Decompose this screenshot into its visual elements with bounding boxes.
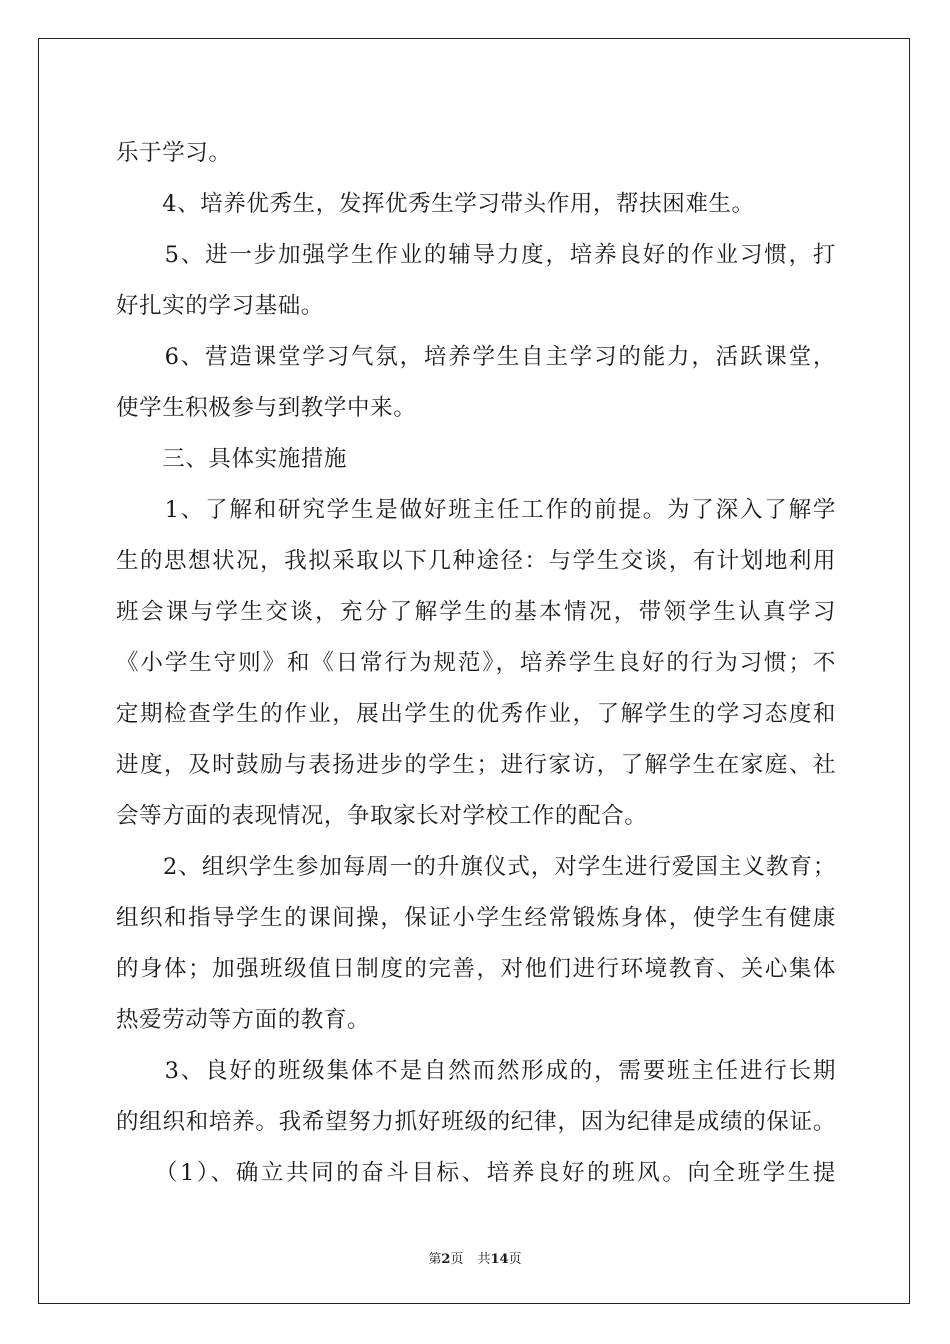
footer-total-number: 14: [490, 1252, 509, 1267]
text-line: 的身体；加强班级值日制度的完善，对他们进行环境教育、关心集体: [116, 956, 836, 982]
text-line: 的组织和培养。我希望努力抓好班级的纪律，因为纪律是成绩的保证。: [116, 1109, 836, 1135]
text-line: 《小学生守则》和《日常行为规范》，培养学生良好的行为习惯；不: [116, 650, 836, 676]
text-line: 会等方面的表现情况，争取家长对学校工作的配合。: [116, 803, 648, 829]
text-line: （1）、确立共同的奋斗目标、培养良好的班风。向全班学生提: [116, 1160, 836, 1186]
footer-total-prefix: 共: [477, 1252, 491, 1267]
text-line: 三、具体实施措施: [116, 446, 348, 472]
text-line: 热爱劳动等方面的教育。: [116, 1007, 371, 1033]
text-line: 使学生积极参与到教学中来。: [116, 395, 417, 421]
text-line: 定期检查学生的作业，展出学生的优秀作业，了解学生的学习态度和: [116, 701, 836, 727]
footer-page-number: 2: [441, 1252, 451, 1267]
text-line: 乐于学习。: [116, 140, 232, 166]
text-line: 班会课与学生交谈，充分了解学生的基本情况，带领学生认真学习: [116, 599, 836, 625]
footer-total-suffix: 页: [508, 1252, 522, 1267]
text-line: 6、营造课堂学习气氛，培养学生自主学习的能力，活跃课堂，: [116, 344, 836, 370]
text-line: 2、组织学生参加每周一的升旗仪式，对学生进行爱国主义教育；: [116, 854, 836, 880]
text-line: 1、了解和研究学生是做好班主任工作的前提。为了深入了解学: [116, 497, 836, 523]
text-line: 生的思想状况，我拟采取以下几种途径：与学生交谈，有计划地利用: [116, 548, 836, 574]
document-body: [116, 128, 836, 1199]
text-line: 组织和指导学生的课间操，保证小学生经常锻炼身体，使学生有健康: [116, 905, 836, 931]
text-line: 5、进一步加强学生作业的辅导力度，培养良好的作业习惯，打: [116, 242, 836, 268]
footer-page-prefix: 第: [428, 1252, 442, 1267]
footer-page-suffix: 页: [450, 1252, 464, 1267]
text-line: 4、培养优秀生，发挥优秀生学习带头作用，帮扶困难生。: [116, 191, 755, 217]
text-line: 进度，及时鼓励与表扬进步的学生；进行家访，了解学生在家庭、社: [116, 752, 836, 778]
text-line: 3、良好的班级集体不是自然而然形成的，需要班主任进行长期: [116, 1058, 836, 1084]
page-footer: [0, 1248, 950, 1267]
text-line: 好扎实的学习基础。: [116, 293, 324, 319]
